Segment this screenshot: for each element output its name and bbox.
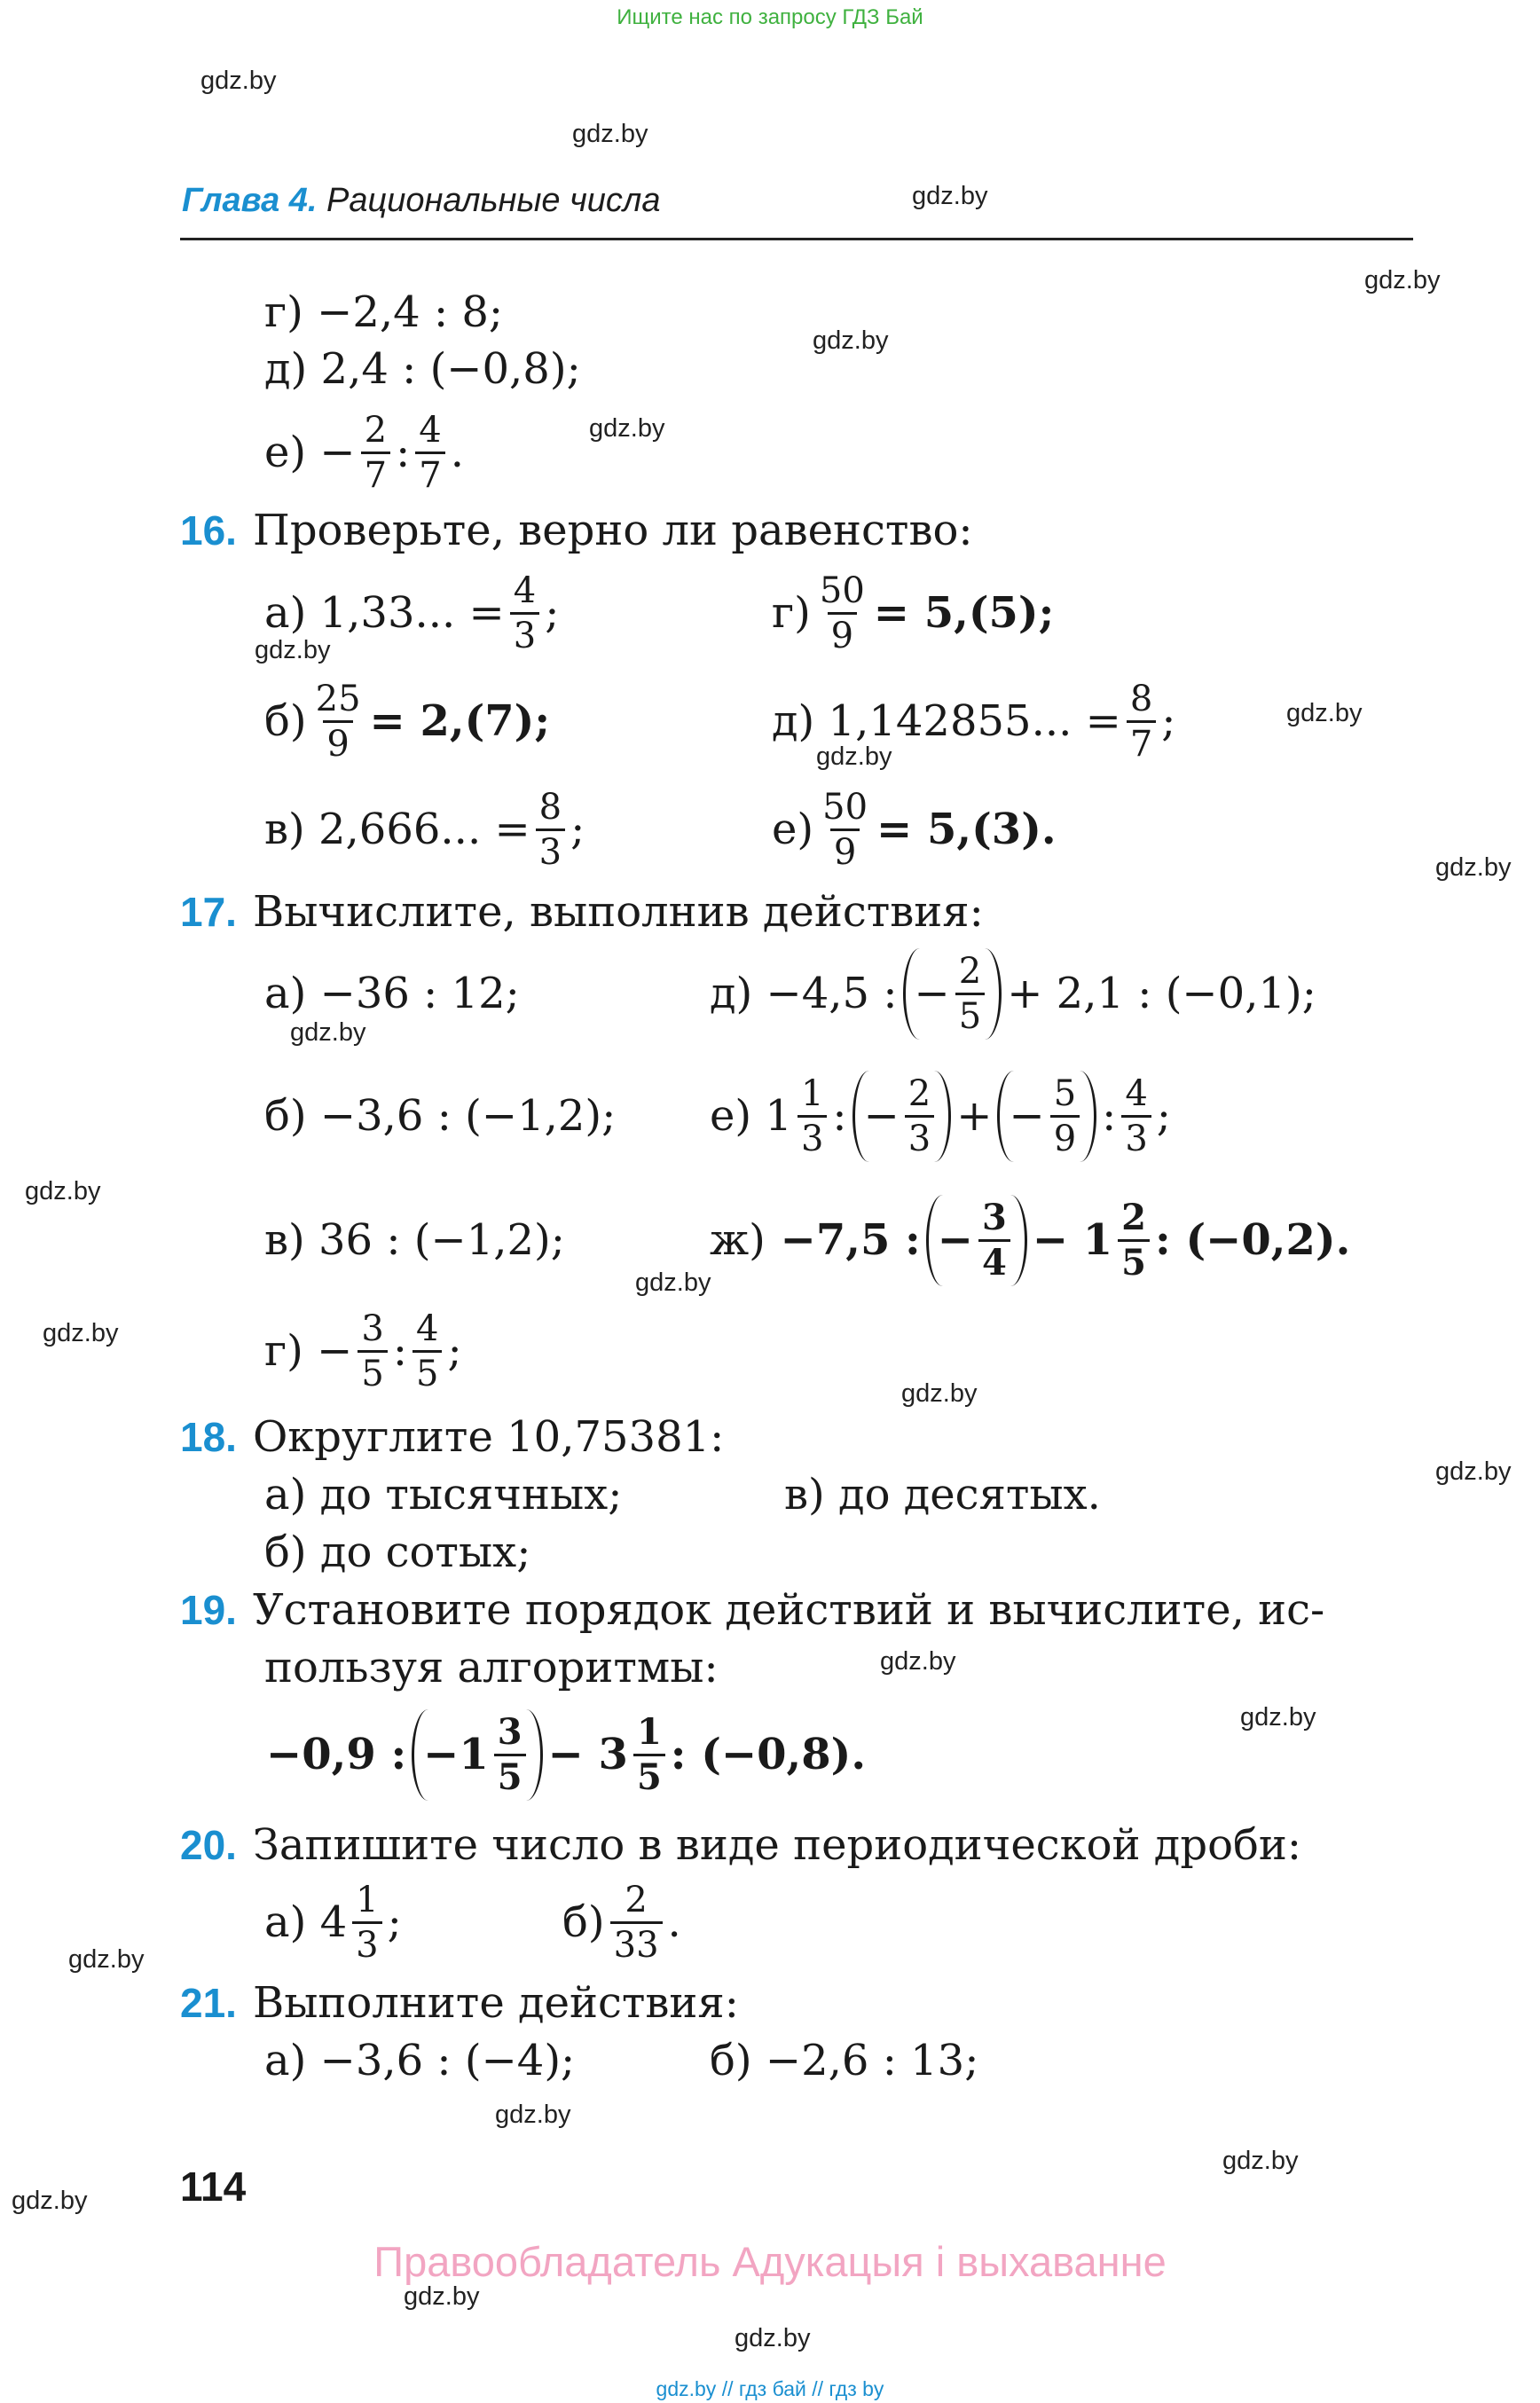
watermark: gdz.by [495,2101,571,2129]
exercise-text: Установите порядок действий и вычислите, ис- [252,1585,1325,1635]
ex19-expression [266,1697,866,1812]
watermark: gdz.by [813,326,889,355]
ex16-a [264,564,559,662]
footer-links[interactable]: gdz.by // гдз бай // гдз by [656,2377,884,2400]
item-label: е) [710,1091,752,1141]
watermark: gdz.by [1222,2147,1299,2175]
item-text: б) −2,6 : 13; [710,2036,979,2085]
denominator: 33 [610,1921,663,1965]
colon: : [396,428,411,477]
prev-item-d [264,342,581,396]
parentheses [997,1071,1096,1162]
fraction [412,1309,442,1394]
numerator: 50 [819,569,865,611]
item-end: ; [447,1326,462,1376]
numerator: 2 [364,409,388,451]
watermark: gdz.by [1435,853,1512,882]
item-label: д) −4,5 : [710,969,898,1018]
ex20-a [264,1873,402,1971]
ex17-b [264,1067,616,1165]
minus-sign: − [319,428,356,477]
item-label: г) [264,1326,303,1376]
item-end: ; [387,1897,402,1947]
copyright-notice: Правообладатель Адукацыя і выхаванне [373,2238,1167,2285]
item-text: в) 36 : (−1,2); [264,1215,565,1265]
minus-sign: − [1009,1091,1045,1141]
ex17-v [264,1191,565,1289]
numerator: 8 [1129,678,1153,719]
fraction [819,788,871,872]
mixed-number [765,1074,832,1158]
ex16-d [772,672,1175,770]
expr-start: −0,9 : [266,1730,407,1779]
fraction [633,1710,665,1798]
watermark: gdz.by [290,1018,366,1047]
watermark: gdz.by [912,182,988,210]
watermark: gdz.by [404,2282,480,2311]
denominator: 5 [1118,1239,1150,1283]
ex20-b [562,1873,681,1971]
watermark: gdz.by [25,1177,101,1205]
ex16-v [264,781,585,878]
item-end: ; [1156,1091,1171,1141]
exercise-20-title [180,1818,1301,1872]
numerator: 1 [636,1710,662,1753]
item-end: ; [1161,696,1176,746]
item-end: ; [570,805,585,854]
parentheses [852,1071,952,1162]
colon: : [832,1091,847,1141]
prev-d-text: д) 2,4 : (−0,8); [264,344,581,394]
watermark: gdz.by [200,67,277,95]
exercise-number: 17. [180,889,237,935]
parentheses [903,948,1002,1040]
period: . [450,428,464,477]
denominator: 5 [412,1350,442,1394]
fraction [536,788,565,872]
exercise-19-title [180,1583,1324,1637]
numerator: 1 [800,1072,824,1114]
numerator: 4 [415,1308,439,1349]
item-text: б) до сотых; [264,1527,531,1577]
parentheses [926,1195,1027,1286]
watermark: gdz.by [43,1319,119,1347]
denominator: 3 [1121,1115,1151,1158]
item-label: е) [772,805,814,854]
ex18-b [264,1526,530,1579]
numerator: 3 [361,1308,384,1349]
fraction [610,1881,663,1965]
denominator: 3 [352,1921,381,1965]
ex18-a [264,1468,622,1521]
numerator: 2 [1121,1196,1147,1238]
ex18-v [784,1468,1101,1521]
watermark: gdz.by [635,1268,711,1297]
item-end: ; [545,588,560,638]
ex16-b [264,672,550,770]
page-number: 114 [180,2163,247,2210]
numerator: 1 [356,1879,379,1920]
prev-item-g [264,286,503,339]
colon: : [392,1326,407,1376]
exercise-number: 18. [180,1414,237,1460]
fraction [358,1309,387,1394]
minus-sign: − [914,969,950,1018]
denominator: 9 [830,828,860,872]
item-end: = 5,(5); [873,588,1055,638]
denominator: 7 [1127,720,1156,764]
denominator: 9 [323,720,352,764]
exercise-18-title [180,1410,724,1464]
mixed-number [423,1710,530,1798]
watermark: gdz.by [1286,699,1363,727]
denominator: 3 [510,612,539,656]
watermark: gdz.by [816,742,892,771]
watermark: gdz.by [572,120,648,148]
whole-part: 1 [765,1091,792,1141]
ex21-b [710,2034,978,2087]
ex16-g [772,564,1054,662]
numerator: 3 [981,1196,1007,1238]
item-label: в) 2,666... = [264,805,530,854]
denominator: 5 [633,1754,665,1797]
exercise-16-title [180,504,973,557]
denominator: 7 [361,452,390,495]
minus-sign: − [1032,1215,1069,1265]
ex17-e [710,1067,1171,1165]
item-text: а) −3,6 : (−4); [264,2036,576,2085]
watermark: gdz.by [1240,1703,1316,1732]
colon: : [1102,1091,1117,1141]
denominator: 3 [536,828,565,872]
item-start: −7,5 : [780,1215,921,1265]
watermark: gdz.by [589,414,665,443]
numerator: 25 [315,678,361,719]
fraction [494,1710,526,1798]
ex21-a [264,2034,575,2087]
watermark: gdz.by [901,1379,978,1408]
item-text: а) −36 : 12; [264,969,520,1018]
exercise-text: Вычислите, выполнив действия: [252,887,984,937]
chapter-header [182,182,660,220]
denominator: 3 [905,1115,934,1158]
fraction [798,1074,827,1158]
exercise-17-title [180,885,984,938]
fraction [1118,1198,1150,1283]
prev-item-e [264,404,464,501]
item-text: в) до десятых. [784,1470,1101,1520]
item-end: . [667,1897,681,1947]
ex17-zh [710,1191,1350,1289]
whole-part: 1 [1082,1215,1113,1265]
numerator: 2 [908,1072,931,1114]
parentheses [412,1709,542,1801]
fraction [905,1074,934,1158]
expr-end: : (−0,8). [670,1730,867,1779]
fraction [510,571,539,656]
item-text: а) до тысячных; [264,1470,623,1520]
numerator: 5 [1053,1072,1077,1114]
ex16-e [772,781,1057,878]
numerator: 2 [958,950,982,992]
exercise-text: Выполните действия: [252,1978,739,2028]
minus-sign: − [937,1215,973,1265]
item-label: а) [264,1897,307,1947]
item-label: б) [562,1897,605,1947]
fraction [816,571,868,656]
fraction [1127,679,1156,764]
ex17-d [710,945,1316,1042]
watermark: gdz.by [1364,266,1441,294]
watermark: gdz.by [880,1647,956,1676]
watermark: gdz.by [1435,1457,1512,1486]
watermark: gdz.by [735,2324,811,2352]
chapter-title: Рациональные числа [326,182,661,219]
mixed-number [547,1710,671,1798]
numerator: 3 [497,1710,522,1753]
exercise-text: Запишите число в виде периодической дроби: [252,1820,1302,1870]
exercise-number: 19. [180,1587,237,1633]
exercise-number: 21. [180,1980,237,2026]
whole-part: 4 [319,1897,348,1947]
exercise-text: Округлите 10,75381: [252,1412,725,1462]
whole-part: −1 [423,1730,489,1779]
numerator: 4 [1125,1072,1148,1114]
fraction [312,679,365,764]
item-end: : (−0,2). [1155,1215,1351,1265]
whole-part: − 3 [547,1730,628,1779]
denominator: 5 [955,993,985,1036]
exercise-number: 20. [180,1822,237,1868]
fraction [415,411,444,495]
prev-e-label: е) [264,428,307,477]
minus-sign: − [317,1326,353,1376]
minus-sign: − [863,1091,900,1141]
exercise-19-text-cont [264,1641,719,1694]
chapter-number: Глава 4. [182,182,318,219]
header-rule [180,238,1413,240]
numerator: 50 [822,786,868,828]
fraction [978,1198,1010,1283]
numerator: 2 [625,1879,648,1920]
exercise-number: 16. [180,507,237,554]
watermark: gdz.by [12,2187,88,2215]
watermark: gdz.by [68,1945,145,1974]
mixed-number [1083,1198,1155,1283]
exercise-text: пользуя алгоритмы: [264,1643,719,1692]
denominator: 5 [358,1350,387,1394]
numerator: 8 [538,786,562,828]
item-label: а) 1,33... = [264,588,505,638]
fraction [1121,1074,1151,1158]
exercise-text: Проверьте, верно ли равенство: [252,506,973,555]
watermark: gdz.by [255,636,331,664]
fraction [352,1881,381,1965]
ex17-a [264,945,520,1042]
fraction [1050,1074,1080,1158]
denominator: 5 [494,1754,526,1797]
exercise-21-title [180,1976,739,2030]
item-text: б) −3,6 : (−1,2); [264,1091,617,1141]
item-label: г) [772,588,811,638]
prev-g-text: г) −2,4 : 8; [264,287,504,337]
fraction [955,952,985,1036]
denominator: 3 [798,1115,827,1158]
denominator: 9 [1050,1115,1080,1158]
item-end: + 2,1 : (−0,1); [1007,969,1316,1018]
ex17-g [264,1302,462,1400]
item-end: = 5,(3). [876,805,1057,854]
denominator: 9 [828,612,857,656]
denominator: 7 [415,452,444,495]
item-label: ж) [710,1215,766,1265]
mixed-number [320,1881,388,1965]
fraction [361,411,390,495]
item-label: б) [264,696,307,746]
numerator: 4 [419,409,442,451]
item-end: = 2,(7); [369,696,551,746]
item-label: д) 1,142855... = [772,696,1121,746]
plus-sign: + [956,1091,993,1141]
numerator: 4 [513,569,537,611]
denominator: 4 [978,1239,1010,1283]
top-banner[interactable]: Ищите нас по запросу ГДЗ Бай [617,5,923,29]
